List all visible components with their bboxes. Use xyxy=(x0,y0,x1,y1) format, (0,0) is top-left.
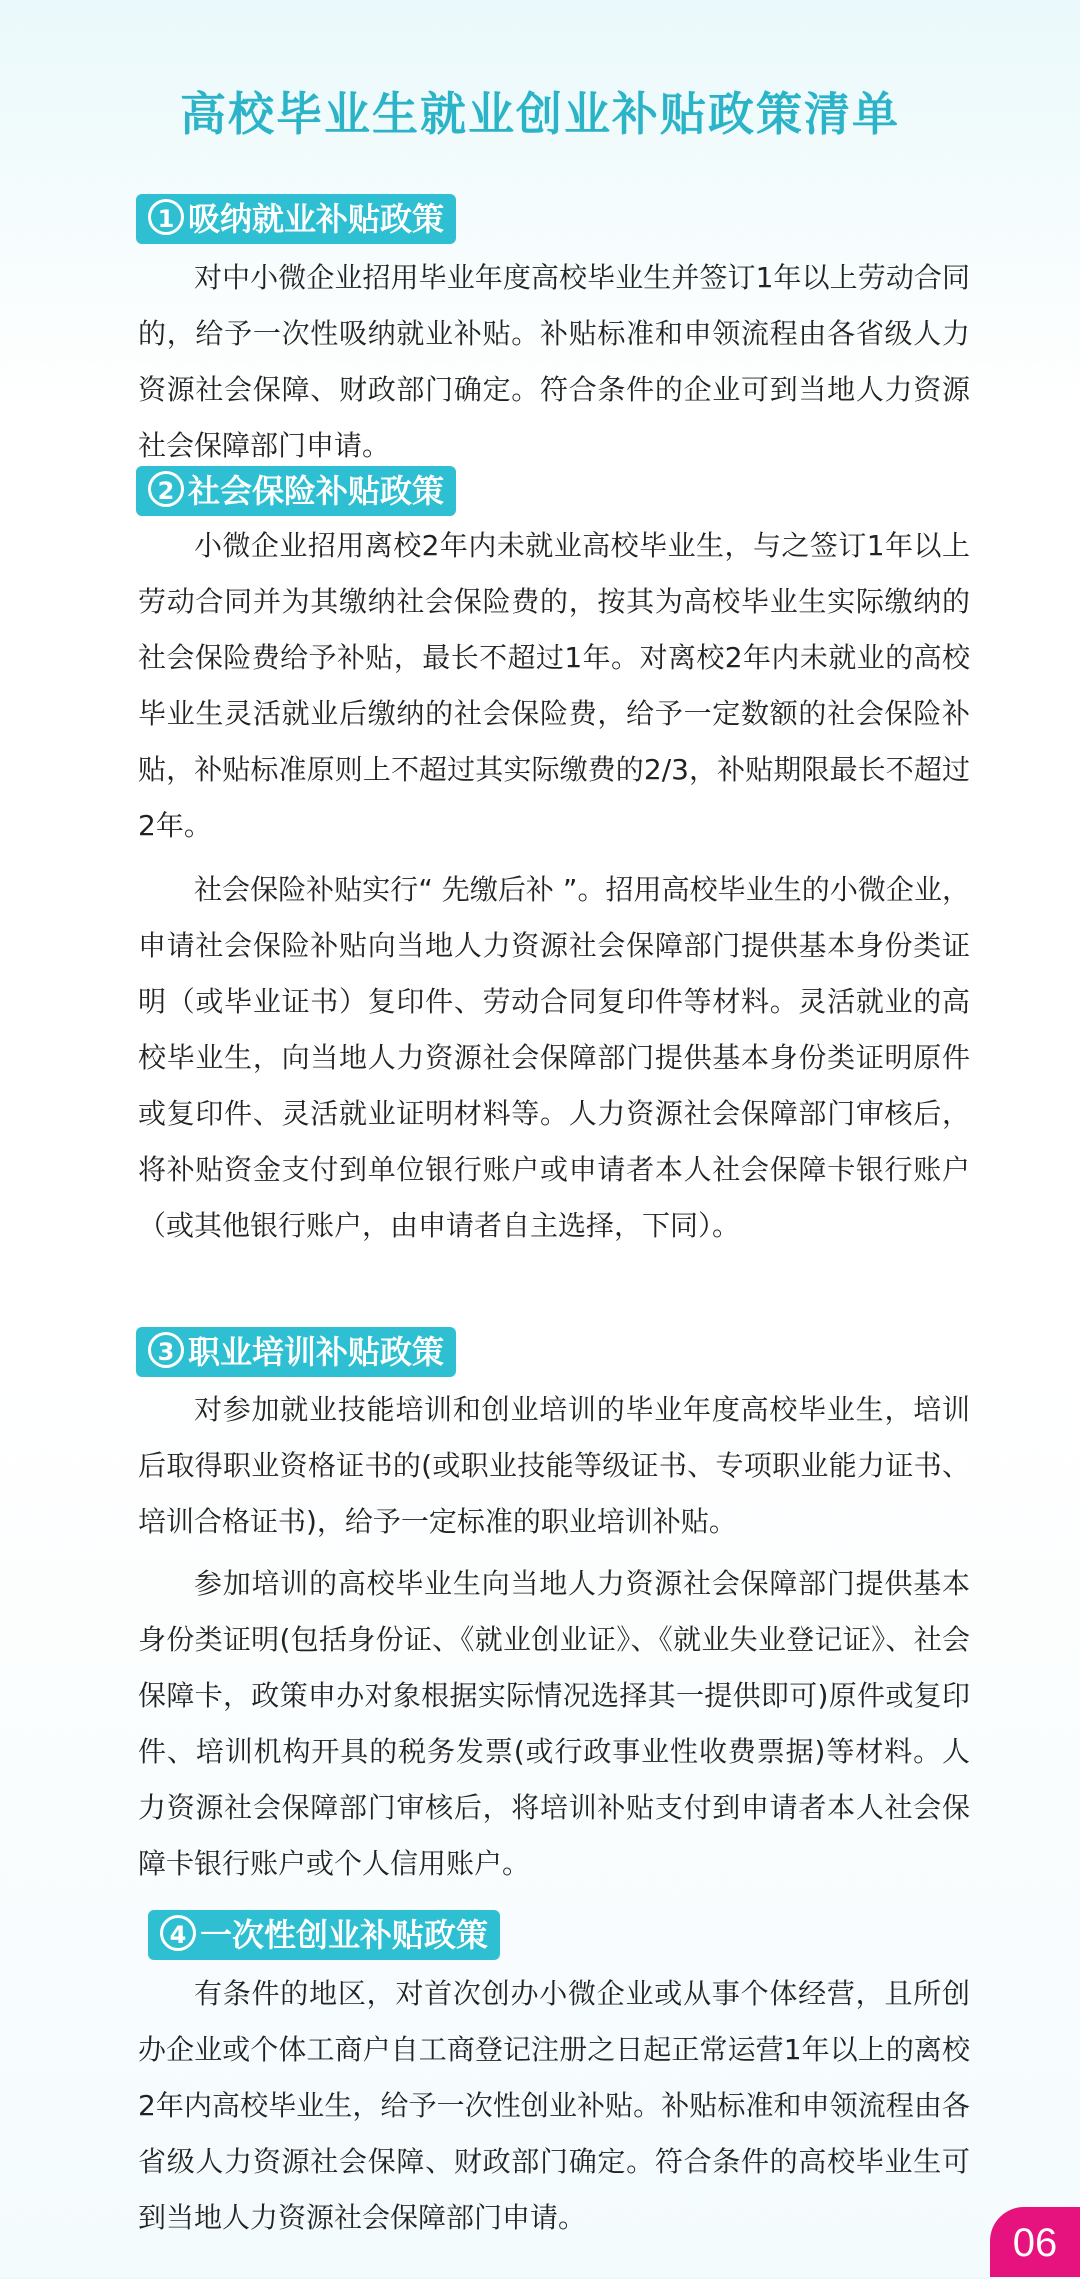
section-heading-4-label: 一次性创业补贴政策 xyxy=(200,1916,489,1954)
circled-number-1: 1 xyxy=(148,199,184,235)
circled-number-3: 3 xyxy=(148,1332,184,1368)
circled-number-2: 2 xyxy=(148,471,184,507)
page-title: 高校毕业生就业创业补贴政策清单 xyxy=(180,87,900,141)
page-number-badge: 06 xyxy=(990,2207,1080,2277)
section-2-paragraph-2: 社会保险补贴实行“ 先缴后补 ”。招用高校毕业生的小微企业，申请社会保险补贴向当地人力资源社会保障部门提供基本身份类证明（或毕业证书）复印件、劳动合同复印件等材料。灵活就业的高校毕业生，向当地人力资源社会保障部门提供基本身份类证明原件或复印件、灵活就业证明材料等。人力资源社会保障部门审核后，将补贴资金支付到单位银行账户或申请者本人社会保障卡银行账户（或其他银行账户，由申请者自主选择，下同）。 xyxy=(138,873,970,1242)
circled-number-4: 4 xyxy=(160,1915,196,1951)
section-heading-3 xyxy=(136,1327,456,1377)
section-2-paragraph-1: 小微企业招用离校2年内未就业高校毕业生，与之签订1年以上劳动合同并为其缴纳社会保险费的，按其为高校毕业生实际缴纳的社会保险费给予补贴，最长不超过1年。对离校2年内未就业的高校毕业生灵活就业后缴纳的社会保险费，给予一定数额的社会保险补贴，补贴标准原则上不超过其实际缴费的2/3，补贴期限最长不超过2年。 xyxy=(138,529,970,842)
section-heading-4 xyxy=(148,1910,500,1960)
section-4-paragraph-1: 有条件的地区，对首次创办小微企业或从事个体经营，且所创办企业或个体工商户自工商登记注册之日起正常运营1年以上的离校2年内高校毕业生，给予一次性创业补贴。补贴标准和申领流程由各省级人力资源社会保障、财政部门确定。符合条件的高校毕业生可到当地人力资源社会保障部门申请。 xyxy=(138,1977,970,2234)
section-heading-2 xyxy=(136,466,456,516)
section-heading-1-label: 吸纳就业补贴政策 xyxy=(188,200,445,238)
section-3-paragraph-1: 对参加就业技能培训和创业培训的毕业年度高校毕业生，培训后取得职业资格证书的(或职业技能等级证书、专项职业能力证书、培训合格证书)，给予一定标准的职业培训补贴。 xyxy=(138,1393,970,1538)
section-heading-1 xyxy=(136,194,456,244)
section-3-paragraph-2: 参加培训的高校毕业生向当地人力资源社会保障部门提供基本身份类证明(包括身份证、《就业创业证》、《就业失业登记证》、社会保障卡，政策申办对象根据实际情况选择其一提供即可)原件或复印件、培训机构开具的税务发票(或行政事业性收费票据)等材料。人力资源社会保障部门审核后，将培训补贴支付到申请者本人社会保障卡银行账户或个人信用账户。 xyxy=(138,1567,970,1880)
section-heading-3-label: 职业培训补贴政策 xyxy=(188,1333,445,1371)
section-1-paragraph-1: 对中小微企业招用毕业年度高校毕业生并签订1年以上劳动合同的，给予一次性吸纳就业补贴。补贴标准和申领流程由各省级人力资源社会保障、财政部门确定。符合条件的企业可到当地人力资源社会保障部门申请。 xyxy=(138,261,970,462)
section-heading-2-label: 社会保险补贴政策 xyxy=(188,472,445,510)
